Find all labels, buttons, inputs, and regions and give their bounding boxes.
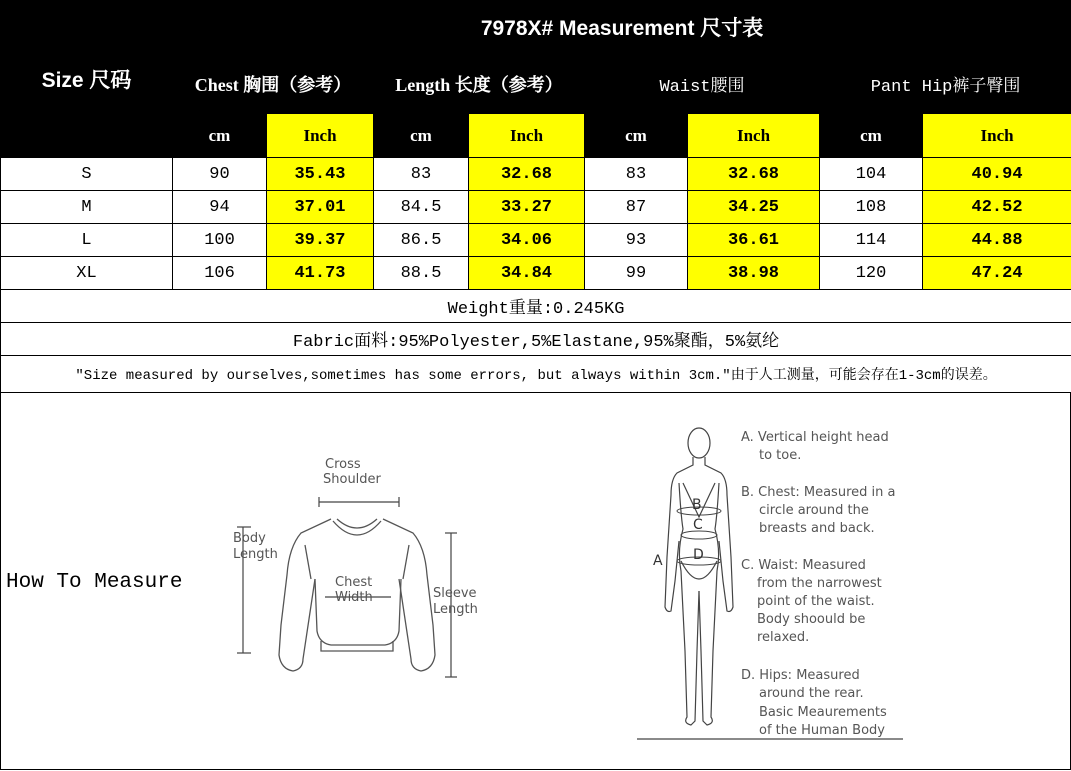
- value-cell: 32.68: [469, 158, 585, 191]
- label-a: A: [653, 553, 663, 569]
- value-cell: 36.61: [688, 224, 820, 257]
- table-row: [1, 257, 1071, 290]
- fabric-row: Fabric面料:95%Polyester,5%Elastane,95%聚酯，5%氨纶: [1, 323, 1071, 356]
- size-cell: L: [1, 224, 173, 257]
- value-cell: 86.5: [374, 224, 469, 257]
- note-d: around the rear.: [759, 686, 864, 701]
- size-cell: S: [1, 158, 173, 191]
- value-cell: 83: [374, 158, 469, 191]
- value-cell: 37.01: [267, 191, 374, 224]
- group-pant-hip: Pant Hip裤子臀围: [820, 54, 1071, 114]
- value-cell: 100: [173, 224, 267, 257]
- size-header: Size 尺码: [1, 1, 173, 158]
- value-cell: 93: [585, 224, 688, 257]
- value-cell: 84.5: [374, 191, 469, 224]
- note-b: circle around the: [759, 503, 869, 518]
- unit-cm: cm: [173, 114, 267, 158]
- unit-inch: Inch: [688, 114, 820, 158]
- unit-cm: cm: [820, 114, 923, 158]
- label-c: C: [693, 517, 703, 533]
- unit-cm: cm: [374, 114, 469, 158]
- label-b: B: [692, 497, 702, 513]
- value-cell: 106: [173, 257, 267, 290]
- group-waist: Waist腰围: [585, 54, 820, 114]
- label-d: D: [693, 547, 704, 563]
- group-length: Length 长度（参考）: [374, 54, 585, 114]
- note-c: relaxed.: [757, 630, 810, 645]
- note-c: from the narrowest: [757, 576, 882, 591]
- value-cell: 34.25: [688, 191, 820, 224]
- sleeve-length-label: Length: [433, 602, 478, 617]
- value-cell: 99: [585, 257, 688, 290]
- group-chest: Chest 胸围（参考）: [173, 54, 374, 114]
- note-a: A. Vertical height head: [741, 430, 889, 445]
- unit-inch: Inch: [923, 114, 1071, 158]
- value-cell: 42.52: [923, 191, 1071, 224]
- table-row: [1, 224, 1071, 257]
- value-cell: 94: [173, 191, 267, 224]
- value-cell: 114: [820, 224, 923, 257]
- size-cell: M: [1, 191, 173, 224]
- note-b: B. Chest: Measured in a: [741, 485, 896, 500]
- weight-row: Weight重量:0.245KG: [1, 290, 1071, 323]
- value-cell: 38.98: [688, 257, 820, 290]
- size-cell: XL: [1, 257, 173, 290]
- body-diagram: [637, 421, 917, 751]
- note-b: breasts and back.: [759, 521, 875, 536]
- unit-inch: Inch: [267, 114, 374, 158]
- how-to-measure-label: How To Measure: [6, 571, 183, 594]
- note-a: to toe.: [759, 448, 802, 463]
- value-cell: 47.24: [923, 257, 1071, 290]
- value-cell: 32.68: [688, 158, 820, 191]
- value-cell: 108: [820, 191, 923, 224]
- chest-width-label: Chest: [335, 575, 373, 590]
- value-cell: 39.37: [267, 224, 374, 257]
- note-c: point of the waist.: [757, 594, 875, 609]
- garment-diagram: [229, 455, 489, 695]
- body-length-label: Length: [233, 547, 278, 562]
- note-d: of the Human Body: [759, 723, 885, 738]
- unit-inch: Inch: [469, 114, 585, 158]
- how-to-measure-section: [0, 393, 1071, 770]
- note-d: D. Hips: Measured: [741, 668, 860, 683]
- value-cell: 35.43: [267, 158, 374, 191]
- note-c: C. Waist: Measured: [741, 558, 866, 573]
- value-cell: 104: [820, 158, 923, 191]
- body-length-label: Body: [233, 531, 266, 546]
- cross-shoulder-label: Cross: [325, 457, 361, 472]
- note-c: Body shoould be: [757, 612, 866, 627]
- value-cell: 33.27: [469, 191, 585, 224]
- note-d: Basic Meaurements: [759, 705, 887, 720]
- cross-shoulder-label: Shoulder: [323, 472, 381, 487]
- value-cell: 41.73: [267, 257, 374, 290]
- unit-cm: cm: [585, 114, 688, 158]
- chest-width-label: Width: [335, 590, 373, 605]
- table-row: [1, 158, 1071, 191]
- value-cell: 90: [173, 158, 267, 191]
- value-cell: 88.5: [374, 257, 469, 290]
- sleeve-length-label: Sleeve: [433, 586, 477, 601]
- table-row: [1, 191, 1071, 224]
- value-cell: 40.94: [923, 158, 1071, 191]
- value-cell: 87: [585, 191, 688, 224]
- note-row: "Size measured by ourselves,sometimes has some errors, but always within 3cm."由于人工测量，可能会存在1-3cm的误差。: [1, 356, 1071, 393]
- value-cell: 120: [820, 257, 923, 290]
- value-cell: 34.06: [469, 224, 585, 257]
- value-cell: 83: [585, 158, 688, 191]
- chart-title: 7978X# Measurement 尺寸表: [173, 1, 1071, 54]
- value-cell: 44.88: [923, 224, 1071, 257]
- value-cell: 34.84: [469, 257, 585, 290]
